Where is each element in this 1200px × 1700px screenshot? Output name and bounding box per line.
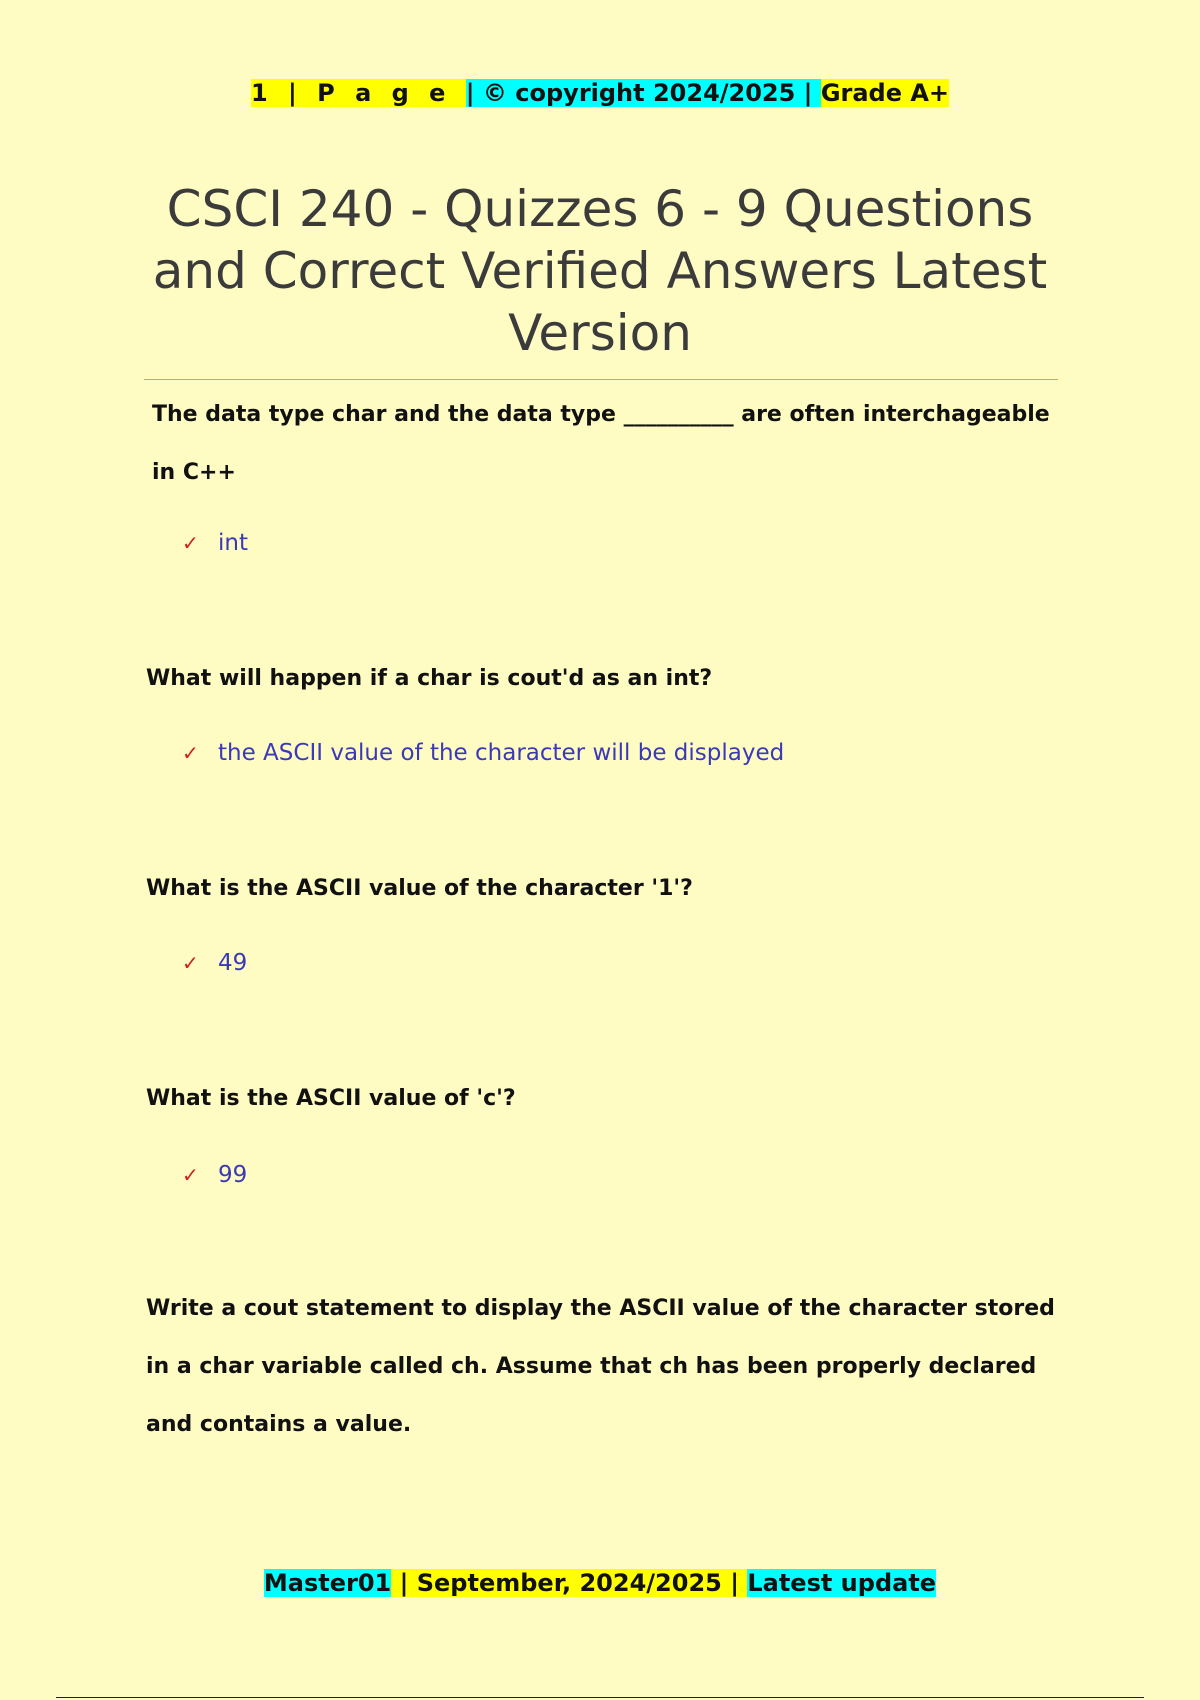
question-5: Write a cout statement to display the ASCII value of the character stored in a char variable called ch. Assume that ch has been properly declared and contains a value. <box>146 1296 1055 1437</box>
question-3: What is the ASCII value of the character '1'? <box>146 876 693 901</box>
grade-label: Grade A+ <box>820 79 950 107</box>
answer-1 <box>182 527 248 559</box>
page-footer <box>0 1566 1200 1600</box>
answer-3-text: 49 <box>218 950 248 976</box>
answer-4 <box>182 1159 247 1191</box>
update-label: Latest update <box>747 1569 937 1597</box>
bottom-divider <box>56 1697 1144 1698</box>
answer-4-text: 99 <box>218 1162 248 1188</box>
question-4: What is the ASCII value of 'c'? <box>146 1086 516 1111</box>
copyright-label: | © copyright 2024/2025 | <box>465 79 821 107</box>
question-1: The data type char and the data type __________ are often interchageable in C++ <box>152 402 1050 485</box>
document-title: CSCI 240 - Quizzes 6 - 9 Questions and Correct Verified Answers Latest Version <box>152 180 1048 362</box>
answer-2 <box>182 737 784 769</box>
page-header <box>0 76 1200 110</box>
checkmark-icon: ✓ <box>182 741 199 765</box>
checkmark-icon: ✓ <box>182 531 199 555</box>
question-2: What will happen if a char is cout'd as an int? <box>146 666 713 691</box>
checkmark-icon: ✓ <box>182 951 199 975</box>
title-divider <box>144 379 1058 380</box>
answer-2-text: the ASCII value of the character will be displayed <box>218 740 785 766</box>
answer-1-text: int <box>218 530 248 556</box>
author-label: Master01 <box>263 1569 392 1597</box>
checkmark-icon: ✓ <box>182 1163 199 1187</box>
date-label: | September, 2024/2025 | <box>391 1569 748 1597</box>
answer-3 <box>182 947 247 979</box>
page-number-label: 1 | P a g e <box>250 79 466 107</box>
